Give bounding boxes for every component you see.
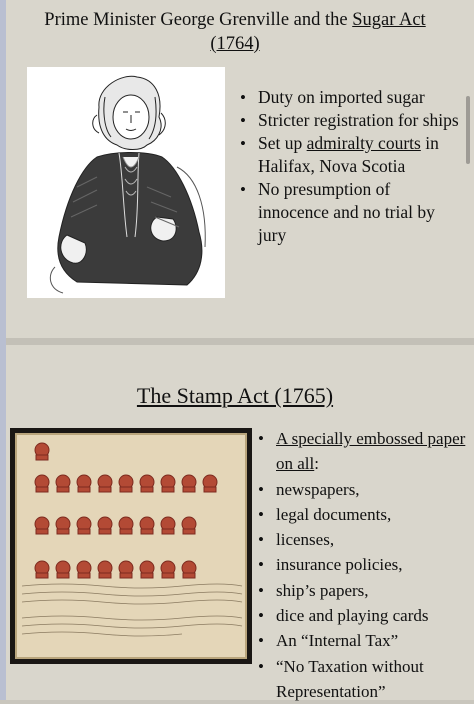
bullet-text: legal documents, xyxy=(276,504,392,524)
bullet-icon: • xyxy=(258,429,264,448)
scrollbar-thumb[interactable] xyxy=(466,96,470,164)
embossed-stamp-base xyxy=(162,487,174,492)
bullet-item xyxy=(256,578,468,603)
bullet-text: Stricter registration for ships xyxy=(258,110,459,130)
bullet-icon: • xyxy=(258,580,264,600)
bullet-item xyxy=(256,426,468,477)
bullet-icon: • xyxy=(258,504,264,524)
bullet-item xyxy=(256,603,468,628)
bullet-text: No presumption of innocence and no trial by jury xyxy=(258,179,435,245)
bullet-icon: • xyxy=(258,555,264,575)
bullet-icon: • xyxy=(258,479,264,499)
bullet-text: ship’s papers, xyxy=(276,580,369,600)
bullet-text: “No Taxation without Representation” xyxy=(276,656,424,701)
embossed-stamp-base xyxy=(57,529,69,534)
embossed-stamp-base xyxy=(99,573,111,578)
bullet-text: : xyxy=(314,454,319,474)
bullet-icon: • xyxy=(258,606,264,626)
embossed-stamp-base xyxy=(183,487,195,492)
embossed-paper-link[interactable]: A specially embossed paper on all xyxy=(276,429,466,474)
bullet-icon: • xyxy=(258,530,264,550)
bullet-text: An “Internal Tax” xyxy=(276,631,399,651)
bullet-icon: • xyxy=(258,656,264,676)
bullet-item xyxy=(238,132,460,178)
embossed-stamp-base xyxy=(78,529,90,534)
slide1-title-text: Prime Minister George Grenville and the xyxy=(44,10,353,30)
bullet-icon: • xyxy=(240,134,246,153)
bullet-text: insurance policies, xyxy=(276,555,403,575)
bullet-text: Duty on imported sugar xyxy=(258,87,425,107)
embossed-stamp-base xyxy=(99,529,111,534)
bullet-item xyxy=(238,109,460,132)
embossed-stamp-base xyxy=(57,573,69,578)
bullet-text: newspapers, xyxy=(276,479,360,499)
grenville-portrait-image xyxy=(27,67,225,298)
bullet-item xyxy=(256,502,468,527)
bullet-icon: • xyxy=(240,180,246,199)
embossed-stamp-base xyxy=(162,573,174,578)
embossed-stamp-base xyxy=(36,529,48,534)
bullet-item xyxy=(256,628,468,653)
sugar-act-bullet-list xyxy=(238,86,460,247)
embossed-stamp-base xyxy=(183,573,195,578)
embossed-stamp-base xyxy=(99,487,111,492)
embossed-stamp-base xyxy=(120,529,132,534)
stamp-act-link[interactable]: The Stamp Act (1765) xyxy=(136,383,334,408)
bullet-icon: • xyxy=(258,631,264,651)
bullet-item xyxy=(256,527,468,552)
embossed-stamp-base xyxy=(141,573,153,578)
embossed-stamp-base xyxy=(183,529,195,534)
embossed-stamp-base xyxy=(36,455,48,460)
bullet-text: licenses, xyxy=(276,530,335,550)
sugar-act-year-link[interactable]: (1764) xyxy=(210,34,260,54)
embossed-stamp-base xyxy=(36,573,48,578)
stamp-sheet-image xyxy=(10,428,252,664)
embossed-stamp-base xyxy=(141,487,153,492)
embossed-stamp-base xyxy=(120,487,132,492)
stamp-act-bullet-list xyxy=(256,426,468,704)
slide2-title xyxy=(20,382,450,410)
embossed-stamp-base xyxy=(78,573,90,578)
bullet-item xyxy=(238,86,460,109)
bullet-text: Set up xyxy=(258,133,307,153)
embossed-stamp-base xyxy=(36,487,48,492)
bullet-item xyxy=(256,552,468,577)
bullet-item xyxy=(256,654,468,704)
embossed-stamp-base xyxy=(57,487,69,492)
embossed-stamp-base xyxy=(141,529,153,534)
bullet-icon: • xyxy=(240,111,246,130)
embossed-stamp-base xyxy=(204,487,216,492)
embossed-stamp-base xyxy=(120,573,132,578)
admiralty-courts-link[interactable]: admiralty courts xyxy=(306,133,421,153)
bullet-icon: • xyxy=(240,88,246,107)
slide-divider xyxy=(6,338,474,345)
bullet-item xyxy=(238,178,460,247)
bullet-text: in Halifax, Nova Scotia xyxy=(258,133,439,176)
bullet-text: dice and playing cards xyxy=(276,606,429,626)
bullet-item xyxy=(256,477,468,502)
sugar-act-link[interactable]: Sugar Act xyxy=(352,10,426,30)
embossed-stamp-base xyxy=(78,487,90,492)
slide1-title xyxy=(20,8,450,56)
embossed-stamp-base xyxy=(162,529,174,534)
